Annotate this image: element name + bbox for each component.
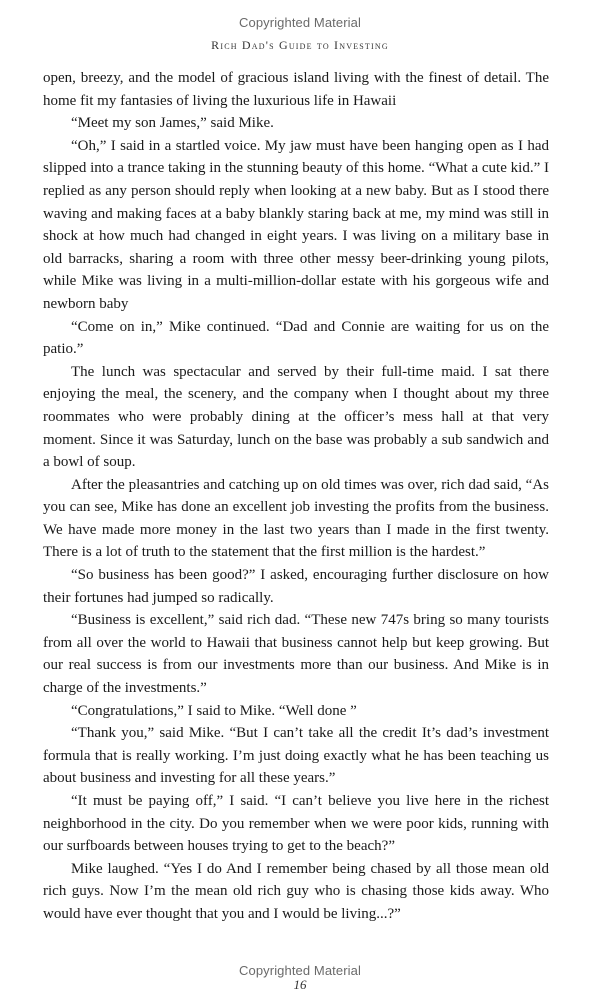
watermark-top: Copyrighted Material [239,15,361,30]
paragraph-3: “Oh,” I said in a startled voice. My jaw must have been hanging open as I had slipped into a trance taking in the stunning beauty of this home. “What a cute kid.” I replied as any person should reply when looking at a new baby. But as I stood there waving and making faces at a baby blankly staring back at me, my mind was still in shock at how much had changed in eight years. I was living on a military base in old barracks, sharing a room with three other messy beer-drinking young pilots, while Mike was living in a multi-million-dollar estate with his gorgeous wife and newborn baby [43,137,549,312]
paragraph-10: “Thank you,” said Mike. “But I can’t take all the credit It’s dad’s investment formula that is really working. I’m just doing exactly what he has been teaching us about business and investing for all these years.” [43,725,549,787]
paragraph-2: “Meet my son James,” said Mike. [71,115,274,132]
paragraph-8: “Business is excellent,” said rich dad. “These new 747s bring so many tourists from all over the world to Hawaii that business cannot help but keep growing. But our real success is from our investments more than our business. And Mike is in charge of the investments.” [43,612,549,697]
paragraph-9: “Congratulations,” I said to Mike. “Well done ” [71,702,357,719]
paragraph-12: Mike laughed. “Yes I do And I remember being chased by all those mean old rich guys. Now I’m the mean old rich guy who is chasing those kids away. Who would have ever thought that you and I would be living...?” [43,860,549,922]
page-number: 16 [293,977,307,992]
paragraph-6: After the pleasantries and catching up on old times was over, rich dad said, “As you can see, Mike has done an excellent job investing the profits from the business. We have made more money in the last two years than I made in the first twenty. There is a lot of truth to the statement that the first million is the hardest.” [43,476,549,561]
paragraph-11: “It must be paying off,” I said. “I can’t believe you live here in the richest neighborhood in the city. Do you remember when we were poor kids, running with our surfboards between houses trying to get to the beach?” [43,793,549,855]
body-text [43,67,549,926]
paragraph-5: The lunch was spectacular and served by their full-time maid. I sat there enjoying the meal, the scenery, and the company when I thought about my three roommates who were probably dining at the officer’s mess hall at that very moment. Since it was Saturday, lunch on the base was probably a sub sandwich and a bowl of soup. [43,363,549,471]
paragraph-7: “So business has been good?” I asked, encouraging further disclosure on how their fortunes had jumped so radically. [43,567,549,606]
paragraph-1: open, breezy, and the model of gracious island living with the finest of detail. The home fit my fantasies of living the luxurious life in Hawaii [43,70,549,109]
running-head: Rich Dad's Guide to Investing [211,38,389,52]
watermark-bottom: Copyrighted Material [239,963,361,978]
paragraph-4: “Come on in,” Mike continued. “Dad and Connie are waiting for us on the patio.” [43,318,549,358]
